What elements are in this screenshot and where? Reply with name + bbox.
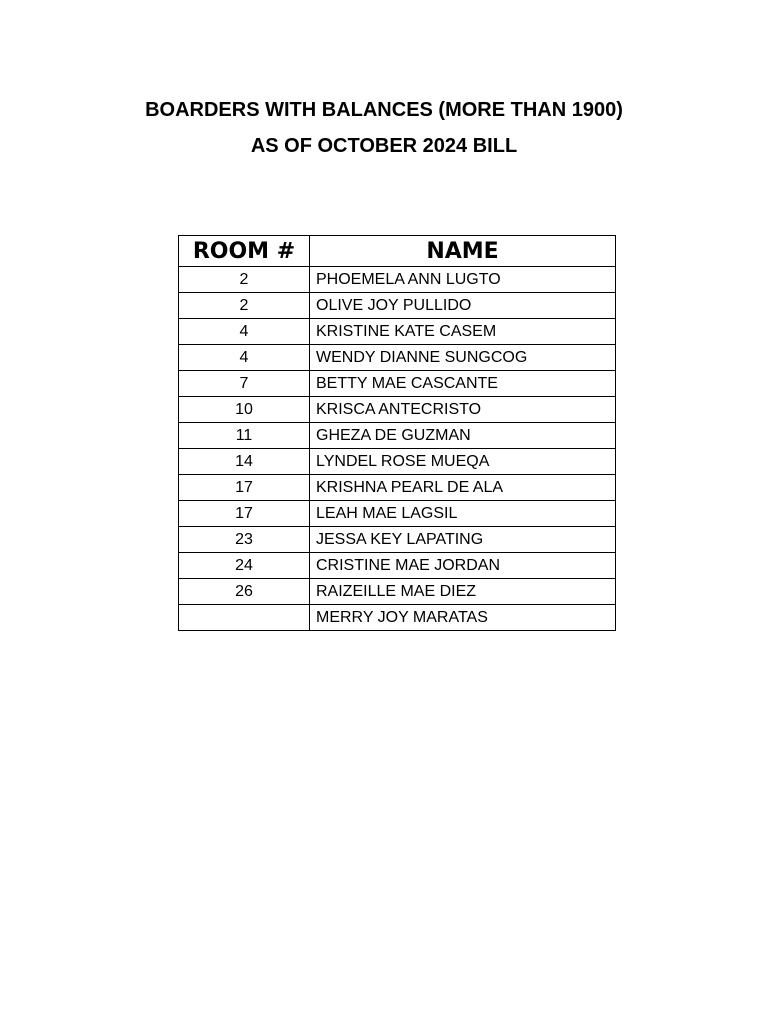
document-title-line-1: BOARDERS WITH BALANCES (MORE THAN 1900) — [145, 99, 623, 121]
table-body — [179, 267, 616, 631]
table-row — [179, 345, 616, 371]
room-number-cell: 17 — [179, 501, 310, 527]
column-header-name: NAME — [310, 236, 616, 267]
room-number-cell: 24 — [179, 553, 310, 579]
table-row — [179, 605, 616, 631]
boarder-name-cell: CRISTINE MAE JORDAN — [310, 553, 616, 579]
table-row — [179, 449, 616, 475]
boarder-name-cell: WENDY DIANNE SUNGCOG — [310, 345, 616, 371]
room-number-cell: 11 — [179, 423, 310, 449]
table-row — [179, 371, 616, 397]
room-number-cell: 14 — [179, 449, 310, 475]
table-row — [179, 319, 616, 345]
table-row — [179, 553, 616, 579]
table-row — [179, 579, 616, 605]
room-number-cell: 26 — [179, 579, 310, 605]
room-number-cell: 10 — [179, 397, 310, 423]
table-row — [179, 397, 616, 423]
table-row — [179, 293, 616, 319]
room-number-cell: 4 — [179, 319, 310, 345]
boarder-name-cell: BETTY MAE CASCANTE — [310, 371, 616, 397]
table-row — [179, 423, 616, 449]
table-row — [179, 475, 616, 501]
boarder-name-cell: JESSA KEY LAPATING — [310, 527, 616, 553]
boarder-name-cell: LYNDEL ROSE MUEQA — [310, 449, 616, 475]
room-number-cell: 7 — [179, 371, 310, 397]
boarder-name-cell: RAIZEILLE MAE DIEZ — [310, 579, 616, 605]
document-title-line-2: AS OF OCTOBER 2024 BILL — [250, 135, 518, 157]
boarder-name-cell: GHEZA DE GUZMAN — [310, 423, 616, 449]
room-number-cell — [179, 605, 310, 631]
column-header-room: ROOM # — [179, 236, 310, 267]
boarder-name-cell: LEAH MAE LAGSIL — [310, 501, 616, 527]
room-number-cell: 4 — [179, 345, 310, 371]
boarder-name-cell: KRISTINE KATE CASEM — [310, 319, 616, 345]
boarders-table — [178, 235, 616, 631]
table-row — [179, 267, 616, 293]
boarder-name-cell: MERRY JOY MARATAS — [310, 605, 616, 631]
boarder-name-cell: OLIVE JOY PULLIDO — [310, 293, 616, 319]
boarder-name-cell: KRISHNA PEARL DE ALA — [310, 475, 616, 501]
table-row — [179, 501, 616, 527]
room-number-cell: 2 — [179, 293, 310, 319]
room-number-cell: 2 — [179, 267, 310, 293]
table-row — [179, 527, 616, 553]
boarder-name-cell: KRISCA ANTECRISTO — [310, 397, 616, 423]
room-number-cell: 23 — [179, 527, 310, 553]
boarder-name-cell: PHOEMELA ANN LUGTO — [310, 267, 616, 293]
room-number-cell: 17 — [179, 475, 310, 501]
table-header-row — [179, 236, 616, 267]
